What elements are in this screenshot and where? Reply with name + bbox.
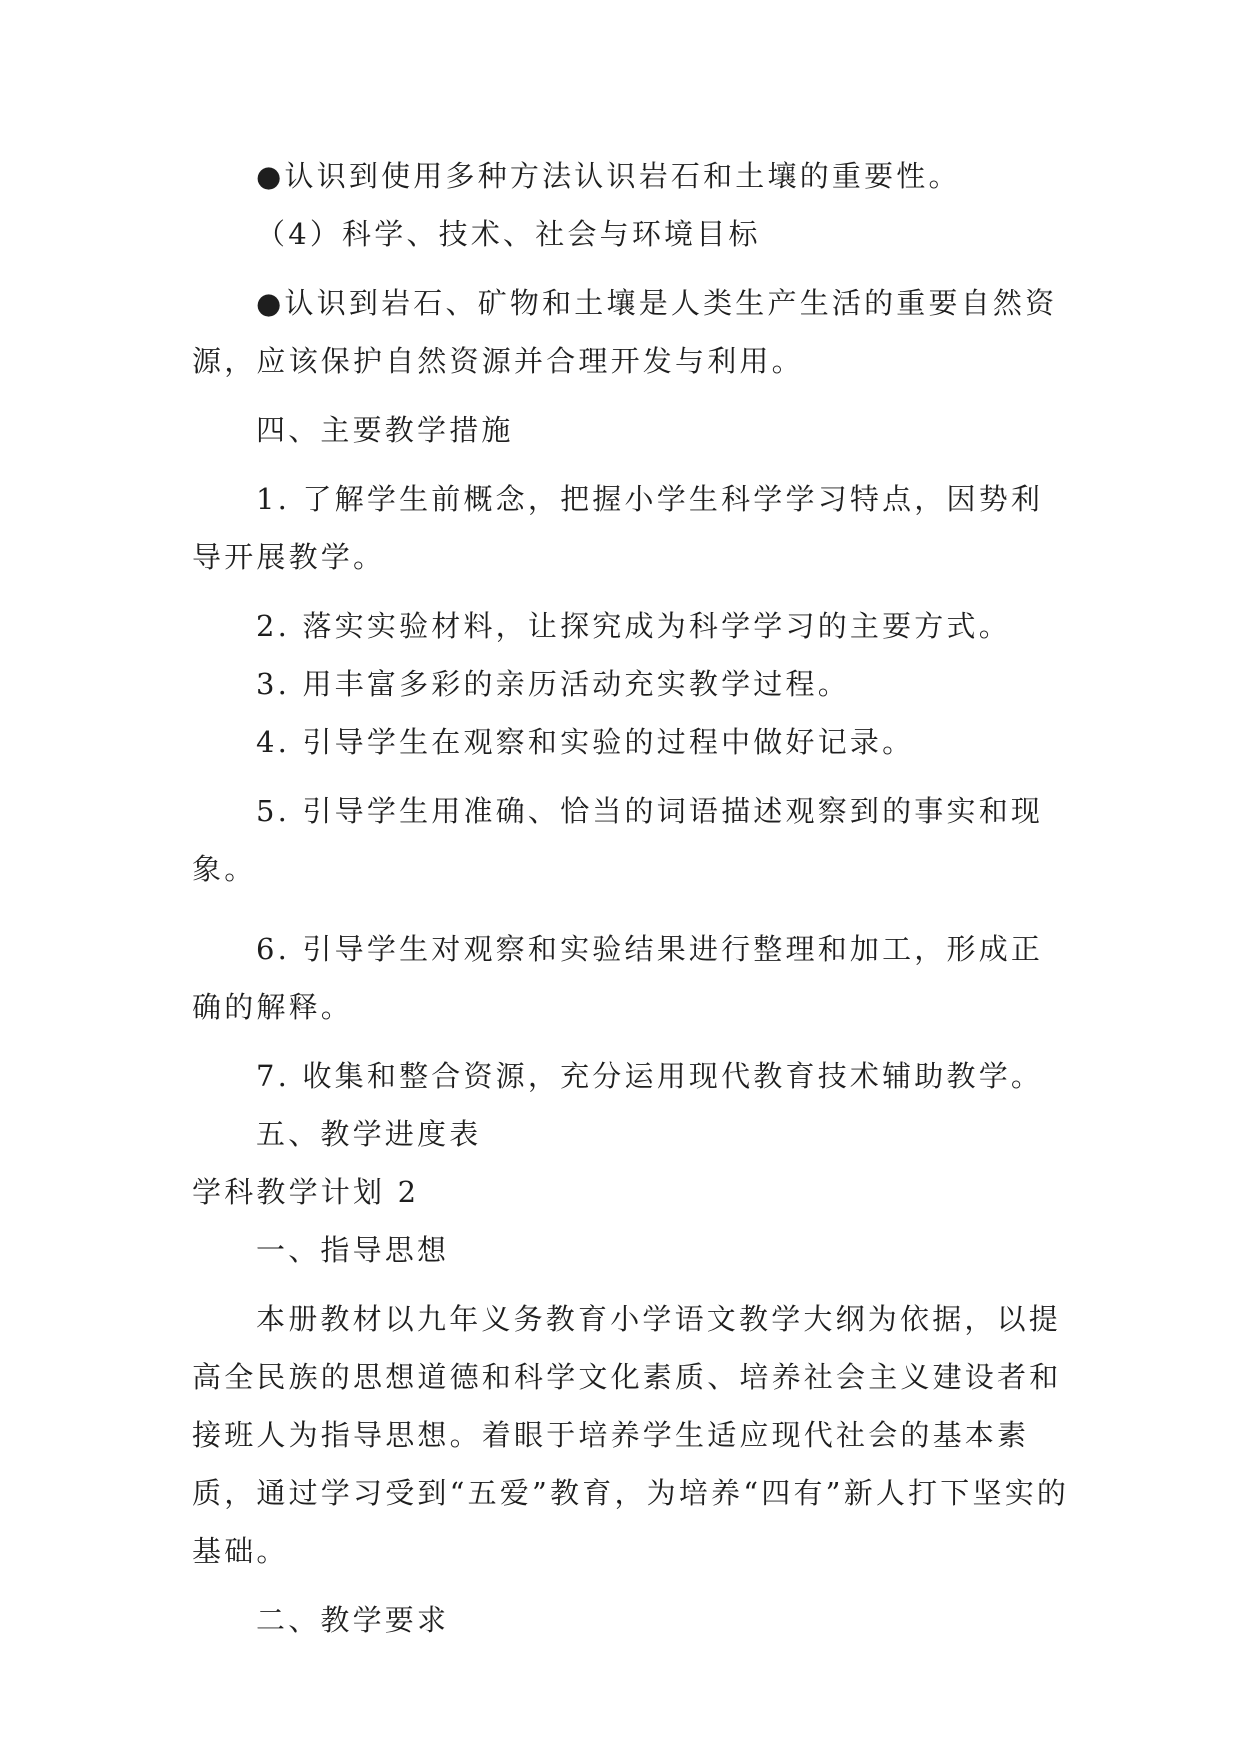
- document-body: [192, 158, 1072, 1660]
- paragraph-measure-5: 5. 引导学生用准确、恰当的词语描述观察到的事实和现象。: [192, 794, 1044, 886]
- paragraph-measure-3: 3. 用丰富多彩的亲历活动充实教学过程。: [256, 667, 850, 701]
- heading-guiding-thought: 一、指导思想: [256, 1233, 450, 1267]
- paragraph-bullet-resources: ●认识到岩石、矿物和土壤是人类生产生活的重要自然资源，应该保护自然资源并合理开发与利用。: [192, 286, 1058, 378]
- paragraph-bullet-method: ●认识到使用多种方法认识岩石和土壤的重要性。: [256, 159, 961, 193]
- paragraph-measure-6: 6. 引导学生对观察和实验结果进行整理和加工，形成正确的解释。: [192, 932, 1044, 1024]
- heading-sts-goal: （4）科学、技术、社会与环境目标: [256, 217, 761, 251]
- paragraph-measure-4: 4. 引导学生在观察和实验的过程中做好记录。: [256, 725, 915, 759]
- paragraph-measure-1: 1. 了解学生前概念，把握小学生科学学习特点，因势利导开展教学。: [192, 482, 1044, 574]
- heading-teaching-requirements: 二、教学要求: [256, 1603, 450, 1637]
- paragraph-measure-2: 2. 落实实验材料，让探究成为科学学习的主要方式。: [256, 609, 1011, 643]
- paragraph-measure-7: 7. 收集和整合资源，充分运用现代教育技术辅助教学。: [256, 1059, 1044, 1093]
- section-title: 学科教学计划 2: [192, 1175, 420, 1209]
- paragraph-guiding-thought: 本册教材以九年义务教育小学语文教学大纲为依据，以提高全民族的思想道德和科学文化素质、培养社会主义建设者和接班人为指导思想。着眼于培养学生适应现代社会的基本素质，通过学习受到“五爱”教育，为培养“四有”新人打下坚实的基础。: [192, 1302, 1070, 1568]
- heading-main-measures: 四、主要教学措施: [256, 413, 514, 447]
- heading-schedule: 五、教学进度表: [256, 1117, 482, 1151]
